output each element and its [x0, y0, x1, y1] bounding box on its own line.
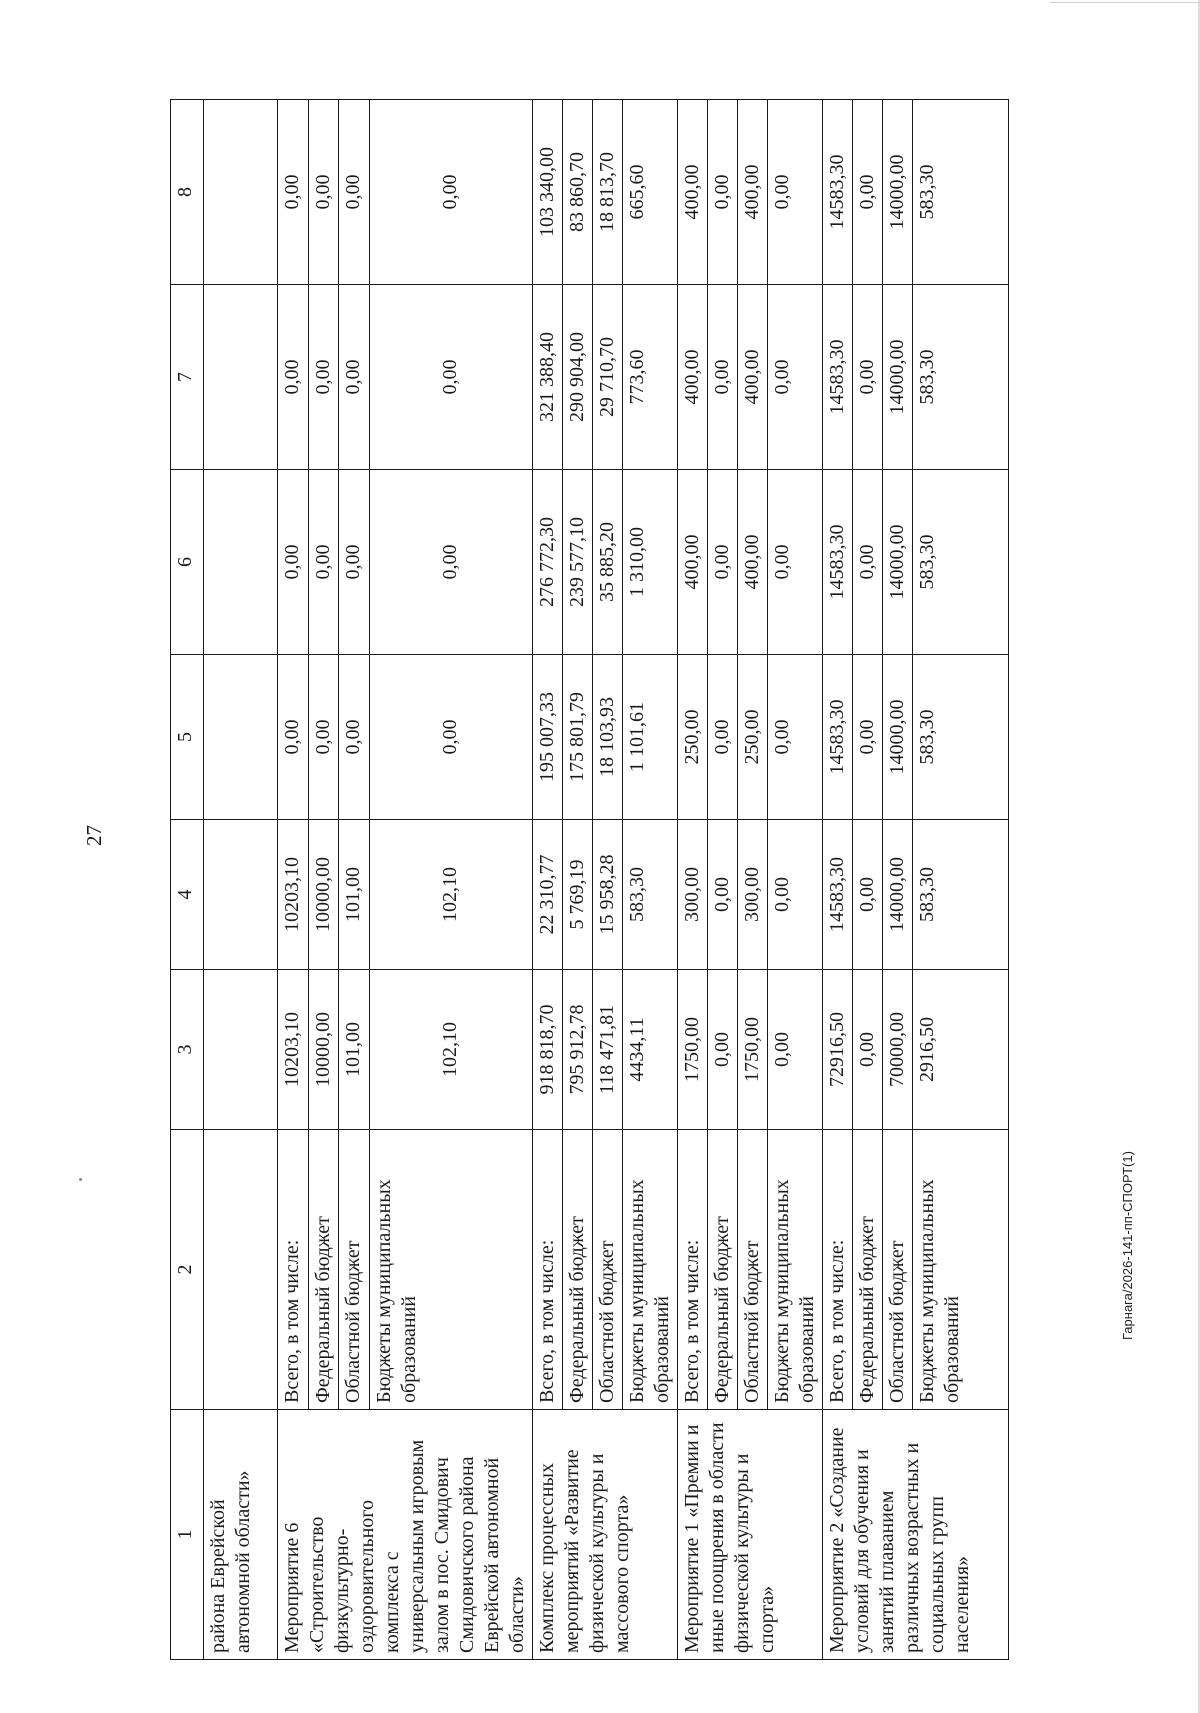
amount-cell: 0,00 [768, 100, 823, 285]
table-row [278, 100, 309, 1660]
amount-cell: 795 912,78 [563, 970, 593, 1130]
amount-cell: 290 904,00 [563, 285, 593, 470]
amount-cell: 0,00 [278, 470, 309, 655]
amount-cell: 14583,30 [823, 820, 853, 970]
amount-cell: 14000,00 [883, 100, 913, 285]
amount-cell: 583,30 [913, 285, 1009, 470]
amount-cell: 14000,00 [883, 470, 913, 655]
amount-cell: 400,00 [678, 285, 708, 470]
measure-title: Мероприятие 2 «Создание условий для обучения и занятий плаванием различных возрастных и социальных групп населения» [823, 1410, 1009, 1660]
col-header: 4 [171, 820, 204, 970]
amount-cell: 0,00 [768, 970, 823, 1130]
amount-cell: 0,00 [339, 655, 370, 820]
amount-cell: 0,00 [308, 100, 339, 285]
amount-cell: 0,00 [308, 470, 339, 655]
amount-cell: 300,00 [678, 820, 708, 970]
rotated-budget-table [170, 100, 1200, 1660]
amount-cell: 0,00 [308, 285, 339, 470]
amount-cell: 583,30 [913, 655, 1009, 820]
amount-cell: 665,60 [623, 100, 678, 285]
amount-cell: 1750,00 [678, 970, 708, 1130]
amount-cell: 0,00 [278, 655, 309, 820]
amount-cell: 10203,10 [278, 820, 309, 970]
amount-cell: 102,10 [369, 820, 532, 970]
amount-cell: 1 101,61 [623, 655, 678, 820]
amount-cell: 0,00 [339, 285, 370, 470]
col-header: 6 [171, 470, 204, 655]
amount-cell: 583,30 [913, 100, 1009, 285]
col-header: 7 [171, 285, 204, 470]
funding-source-label: Областной бюджет [593, 1130, 623, 1410]
amount-cell: 0,00 [369, 470, 532, 655]
groups-body [278, 100, 1009, 1660]
footer-document-code: Гарнага/2026-141-пп-СПОРТ(1) [1120, 1151, 1135, 1340]
amount-cell: 35 885,20 [593, 470, 623, 655]
col-header: 1 [171, 1410, 204, 1660]
amount-cell: 0,00 [853, 655, 883, 820]
table-row [678, 100, 708, 1660]
continuation-row [204, 100, 278, 1660]
amount-cell: 18 103,93 [593, 655, 623, 820]
amount-cell: 0,00 [853, 820, 883, 970]
amount-cell: 918 818,70 [533, 970, 563, 1130]
page-number: 27 [82, 825, 106, 846]
funding-source-label: Федеральный бюджет [563, 1130, 593, 1410]
amount-cell: 400,00 [738, 100, 768, 285]
amount-cell: 72916,50 [823, 970, 853, 1130]
amount-cell: 103 340,00 [533, 100, 563, 285]
amount-cell: 10000,00 [308, 820, 339, 970]
amount-cell: 583,30 [913, 470, 1009, 655]
amount-cell: 0,00 [708, 470, 738, 655]
amount-cell: 10000,00 [308, 970, 339, 1130]
amount-cell: 83 860,70 [563, 100, 593, 285]
amount-cell: 10203,10 [278, 970, 309, 1130]
amount-cell: 102,10 [369, 970, 532, 1130]
funding-source-label: Федеральный бюджет [853, 1130, 883, 1410]
measure-title: Мероприятие 1 «Премии и иные поощрения в области физической культуры и спорта» [678, 1410, 823, 1660]
amount-cell: 0,00 [768, 655, 823, 820]
amount-cell: 0,00 [278, 285, 309, 470]
amount-cell: 1750,00 [738, 970, 768, 1130]
amount-cell: 15 958,28 [593, 820, 623, 970]
amount-cell: 0,00 [768, 820, 823, 970]
amount-cell: 14583,30 [823, 470, 853, 655]
funding-source-label: Федеральный бюджет [308, 1130, 339, 1410]
amount-cell: 0,00 [853, 970, 883, 1130]
amount-cell: 0,00 [708, 970, 738, 1130]
amount-cell: 0,00 [339, 470, 370, 655]
funding-source-label: Областной бюджет [738, 1130, 768, 1410]
table-row [823, 100, 853, 1660]
amount-cell: 0,00 [369, 285, 532, 470]
amount-cell: 0,00 [708, 100, 738, 285]
amount-cell: 0,00 [768, 285, 823, 470]
amount-cell: 0,00 [708, 655, 738, 820]
amount-cell: 14000,00 [883, 655, 913, 820]
funding-source-label: Всего, в том числе: [533, 1130, 563, 1410]
amount-cell: 276 772,30 [533, 470, 563, 655]
measure-title: Комплекс процессных мероприятий «Развитие физической культуры и массового спорта» [533, 1410, 678, 1660]
amount-cell: 0,00 [339, 100, 370, 285]
amount-cell: 0,00 [369, 655, 532, 820]
table-row [533, 100, 563, 1660]
funding-source-label: Бюджеты муниципальных образований [768, 1130, 823, 1410]
amount-cell: 0,00 [853, 470, 883, 655]
funding-source-label: Областной бюджет [883, 1130, 913, 1410]
amount-cell: 773,60 [623, 285, 678, 470]
header-row [171, 100, 204, 1660]
col-header: 3 [171, 970, 204, 1130]
funding-source-label: Бюджеты муниципальных образований [913, 1130, 1009, 1410]
amount-cell: 583,30 [623, 820, 678, 970]
scan-speck [79, 1178, 82, 1181]
amount-cell: 29 710,70 [593, 285, 623, 470]
amount-cell: 583,30 [913, 820, 1009, 970]
funding-source-label: Всего, в том числе: [678, 1130, 708, 1410]
funding-source-label: Федеральный бюджет [708, 1130, 738, 1410]
measure-title: Мероприятие 6 «Строительство физкультурно-оздоровительного комплекса с универсальным игровым залом в пос. Смидович Смидовичского района Еврейской автономной области» [278, 1410, 533, 1660]
scan-edge-top [1050, 2, 1200, 3]
amount-cell: 2916,50 [913, 970, 1009, 1130]
amount-cell: 0,00 [853, 100, 883, 285]
col-header: 8 [171, 100, 204, 285]
funding-source-label: Всего, в том числе: [278, 1130, 309, 1410]
amount-cell: 5 769,19 [563, 820, 593, 970]
amount-cell: 22 310,77 [533, 820, 563, 970]
funding-source-label: Бюджеты муниципальных образований [623, 1130, 678, 1410]
budget-table [170, 99, 1009, 1660]
amount-cell: 14583,30 [823, 285, 853, 470]
amount-cell: 0,00 [308, 655, 339, 820]
amount-cell: 0,00 [853, 285, 883, 470]
amount-cell: 118 471,81 [593, 970, 623, 1130]
amount-cell: 0,00 [708, 285, 738, 470]
continuation-label: района Еврейской автономной области» [204, 1410, 278, 1660]
funding-source-label: Областной бюджет [339, 1130, 370, 1410]
amount-cell: 321 388,40 [533, 285, 563, 470]
amount-cell: 101,00 [339, 970, 370, 1130]
funding-source-label: Бюджеты муниципальных образований [369, 1130, 532, 1410]
amount-cell: 1 310,00 [623, 470, 678, 655]
amount-cell: 175 801,79 [563, 655, 593, 820]
funding-source-label: Всего, в том числе: [823, 1130, 853, 1410]
amount-cell: 250,00 [678, 655, 708, 820]
amount-cell: 400,00 [738, 285, 768, 470]
amount-cell: 14583,30 [823, 655, 853, 820]
amount-cell: 101,00 [339, 820, 370, 970]
amount-cell: 14000,00 [883, 820, 913, 970]
col-header: 2 [171, 1130, 204, 1410]
amount-cell: 400,00 [738, 470, 768, 655]
amount-cell: 300,00 [738, 820, 768, 970]
amount-cell: 4434,11 [623, 970, 678, 1130]
amount-cell: 0,00 [708, 820, 738, 970]
amount-cell: 239 577,10 [563, 470, 593, 655]
col-header: 5 [171, 655, 204, 820]
amount-cell: 400,00 [678, 100, 708, 285]
amount-cell: 18 813,70 [593, 100, 623, 285]
amount-cell: 0,00 [278, 100, 309, 285]
amount-cell: 400,00 [678, 470, 708, 655]
amount-cell: 14000,00 [883, 285, 913, 470]
amount-cell: 0,00 [768, 470, 823, 655]
amount-cell: 70000,00 [883, 970, 913, 1130]
amount-cell: 14583,30 [823, 100, 853, 285]
amount-cell: 0,00 [369, 100, 532, 285]
amount-cell: 250,00 [738, 655, 768, 820]
amount-cell: 195 007,33 [533, 655, 563, 820]
